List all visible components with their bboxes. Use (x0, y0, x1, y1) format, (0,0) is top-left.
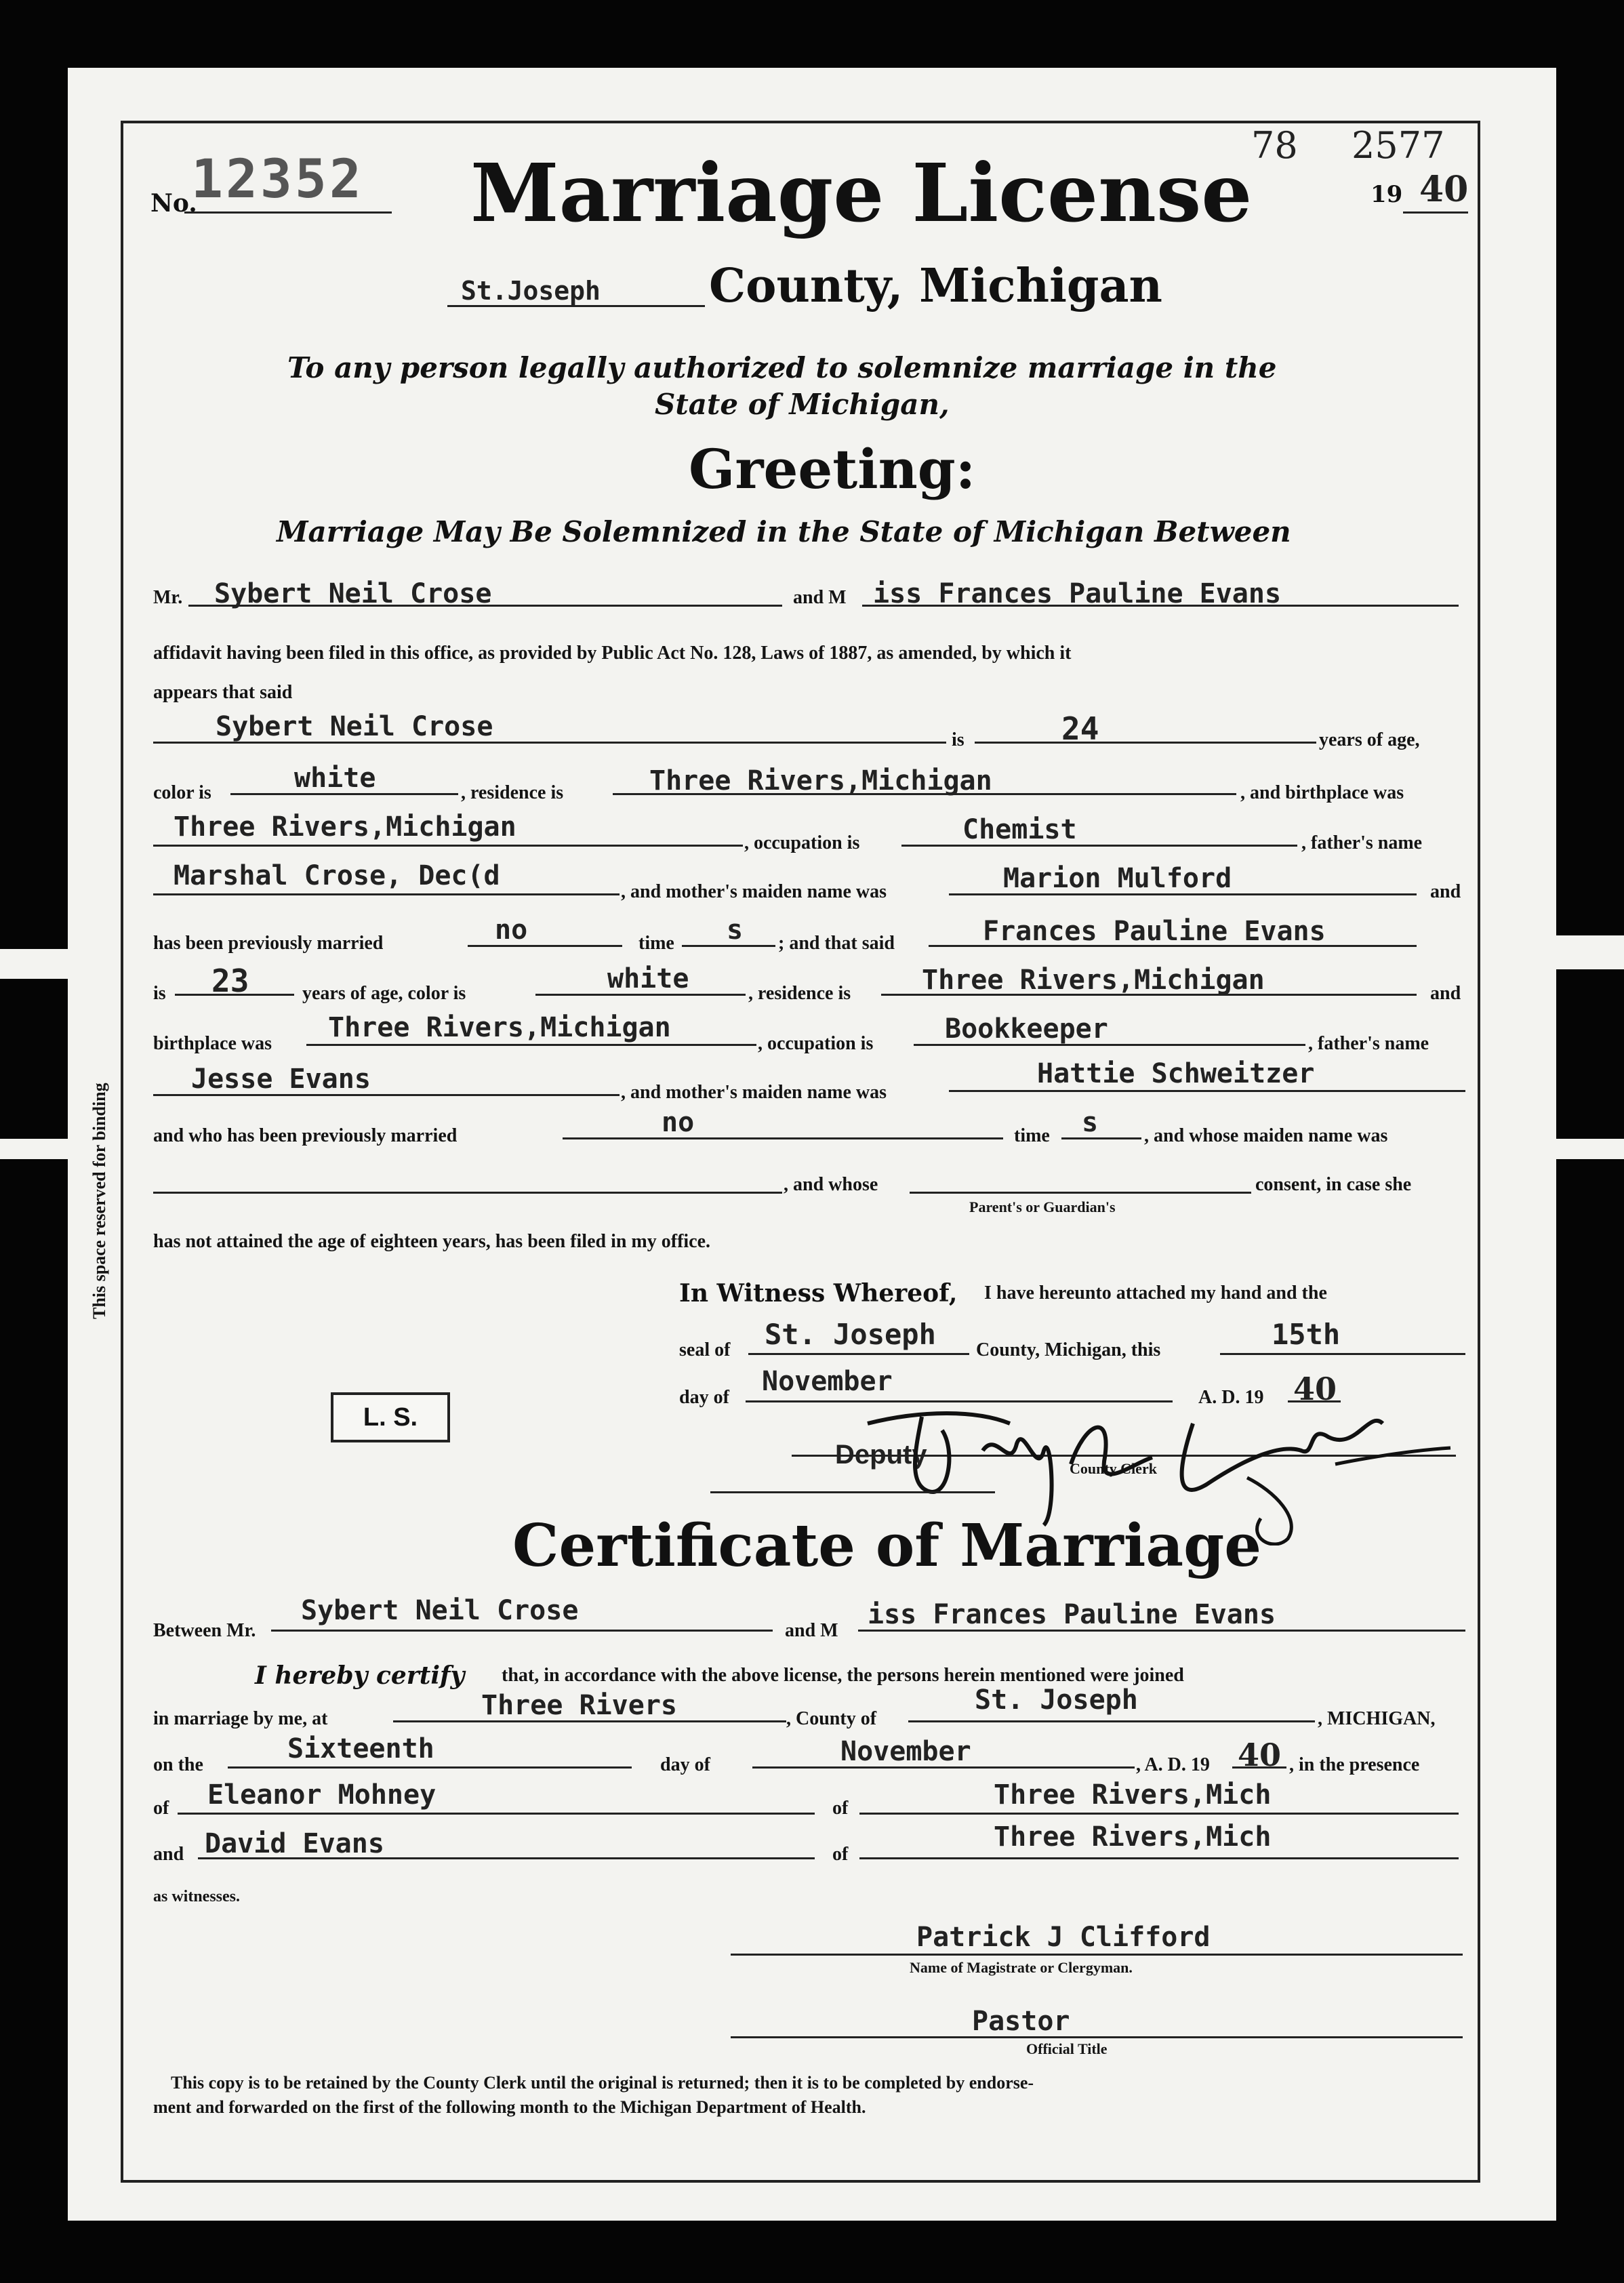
bride-color: white (607, 963, 689, 994)
officiant-name: Patrick J Clifford (916, 1922, 1211, 1953)
license-divider (710, 1491, 995, 1493)
bride-times-line (1061, 1137, 1141, 1139)
cert-day-line (228, 1766, 632, 1769)
cert-year: 40 (1238, 1737, 1282, 1773)
year-suffix: 40 (1419, 169, 1469, 210)
hereby-certify-label: I hereby certify (255, 1661, 465, 1690)
bride-residence: Three Rivers,Michigan (922, 965, 1265, 996)
bride-name-line (862, 605, 1459, 607)
year-prefix: 19 (1371, 181, 1403, 208)
groom-prev-married: no (495, 914, 528, 946)
cert-and-label: and (153, 1844, 184, 1865)
county-clerk-label: County Clerk (1070, 1460, 1157, 1477)
cert-of-label-3: of (832, 1844, 849, 1865)
fathers-name-label: , father's name (1301, 832, 1423, 853)
witness-day-line (1220, 1353, 1465, 1355)
not-attained-label: has not attained the age of eighteen years, has been filed in my office. (153, 1231, 711, 1252)
seal-county-line (748, 1353, 969, 1355)
cert-day: Sixteenth (287, 1733, 434, 1764)
witness-1-place: Three Rivers,Mich (994, 1779, 1272, 1811)
occupation-is-label-2: , occupation is (758, 1033, 874, 1054)
groom-birthplace: Three Rivers,Michigan (174, 811, 516, 843)
binding-note: This space reserved for binding (89, 1083, 109, 1319)
deputy-label: Deputy (835, 1440, 927, 1470)
official-title-line (731, 2036, 1463, 2038)
groom-name-line (188, 605, 782, 607)
is-label: is (952, 729, 965, 750)
binding-tab-left (0, 949, 68, 979)
time-label-2: time (1014, 1125, 1050, 1146)
cert-county-line (908, 1720, 1315, 1722)
cert-groom-name: Sybert Neil Crose (301, 1595, 579, 1626)
bride-occupation: Bookkeeper (945, 1013, 1108, 1045)
color-is-label: color is (153, 782, 211, 803)
address-line-2: State of Michigan, (655, 388, 950, 421)
binding-tab-right-2 (1556, 1139, 1624, 1159)
cert-place: Three Rivers (481, 1690, 677, 1721)
witness-day: 15th (1272, 1318, 1341, 1351)
bride-father: Jesse Evans (191, 1064, 371, 1095)
cert-county: St. Joseph (975, 1684, 1138, 1716)
groom-mother: Marion Mulford (1003, 863, 1232, 894)
cert-of-label-2: of (832, 1798, 849, 1819)
bride-residence-line (881, 994, 1417, 996)
affidavit-2: appears that said (153, 682, 293, 703)
official-title-label: Official Title (1026, 2040, 1108, 2057)
bride-birthplace-line (306, 1044, 756, 1046)
binding-tab-left-2 (0, 1139, 68, 1159)
prev-married-label: has been previously married (153, 933, 384, 954)
county-label: County, Michigan (709, 259, 1162, 313)
groom-color: white (294, 763, 376, 794)
cert-ad-label: , A. D. 19 (1136, 1754, 1210, 1775)
witness-month: November (762, 1366, 893, 1397)
years-color-label: years of age, color is (302, 983, 466, 1004)
footer-line-1: This copy is to be retained by the County Clerk until the original is returned; then it is to be completed by endorse- (171, 2073, 1034, 2093)
witness-2-place: Three Rivers,Mich (994, 1821, 1272, 1853)
license-number: 12352 (191, 149, 364, 210)
document-border (121, 121, 1480, 2183)
license-title: Marriage License (470, 146, 1253, 240)
in-marriage-label: in marriage by me, at (153, 1708, 328, 1729)
witness-year: 40 (1293, 1371, 1337, 1407)
license-no-line (184, 211, 392, 214)
bride-occupation-line (914, 1044, 1305, 1046)
hereunto-label: I have hereunto attached my hand and the (984, 1282, 1327, 1304)
county-of-label: , County of (786, 1708, 877, 1729)
bride-age-line (175, 994, 294, 996)
cert-bride-name-line (858, 1630, 1465, 1632)
officiant-label: Name of Magistrate or Clergyman. (910, 1959, 1133, 1976)
greeting: Greeting: (689, 437, 976, 501)
birthplace-was-label: , and birthplace was (1240, 782, 1404, 803)
consent-label: consent, in case she (1255, 1174, 1412, 1195)
groom-age-line (975, 742, 1316, 744)
witness-1-name-line (178, 1813, 815, 1815)
seal-county: St. Joseph (765, 1318, 936, 1351)
and-that-said-label: ; and that said (778, 933, 895, 954)
and-whose-label: , and whose (784, 1174, 878, 1195)
groom-occupation: Chemist (962, 814, 1077, 845)
groom-mother-line (949, 893, 1417, 895)
seal-of-label: seal of (679, 1339, 731, 1360)
certify-text: that, in accordance with the above license, the persons herein mentioned were joined (502, 1665, 1184, 1686)
ad-label: A. D. 19 (1198, 1387, 1264, 1408)
groom-birthplace-line (153, 845, 743, 847)
county-line (447, 305, 705, 307)
on-the-label: on the (153, 1754, 203, 1775)
groom-name-2: Sybert Neil Crose (216, 711, 493, 742)
top-number-2: 2577 (1352, 124, 1445, 167)
affidavit-1: affidavit having been filed in this office, as provided by Public Act No. 128, Laws of 1887, as amended, by which it (153, 643, 1072, 664)
bride-mother: Hattie Schweitzer (1037, 1058, 1315, 1089)
cert-day-of-label: day of (660, 1754, 710, 1775)
address-line-1: To any person legally authorized to solemnize marriage in the (287, 351, 1277, 384)
cert-month: November (840, 1736, 971, 1767)
witness-1-name: Eleanor Mohney (207, 1779, 437, 1811)
cert-year-line (1232, 1766, 1286, 1769)
mothers-maiden-label-2: , and mother's maiden name was (621, 1082, 887, 1103)
groom-times: s (727, 914, 744, 946)
groom-name-2-line (153, 742, 946, 744)
between-mr-label: Between Mr. (153, 1620, 256, 1641)
cert-groom-name-line (271, 1630, 773, 1632)
groom-prev-married-line (468, 945, 622, 947)
officiant-line (731, 1954, 1463, 1956)
license-no-label: No. (150, 189, 197, 218)
fathers-name-label-2: , father's name (1308, 1033, 1429, 1054)
top-number-1: 78 (1251, 124, 1298, 167)
who-prev-married-label: and who has been previously married (153, 1125, 458, 1146)
bride-name-2-line (929, 945, 1417, 947)
footer-line-2: ment and forwarded on the first of the following month to the Michigan Department of Health. (153, 2097, 866, 2117)
cert-bride-name: iss Frances Pauline Evans (868, 1599, 1276, 1630)
occupation-is-label: , occupation is (744, 832, 860, 853)
binding-tab-right (1556, 935, 1624, 969)
witness-2-name-line (198, 1857, 815, 1859)
and-label-2: and (1430, 983, 1461, 1004)
bride-color-line (535, 994, 746, 996)
official-title-value: Pastor (972, 2006, 1070, 2037)
is-label-2: is (153, 983, 166, 1004)
presence-label: , in the presence (1289, 1754, 1420, 1775)
groom-residence: Three Rivers,Michigan (649, 765, 992, 796)
ls-seal-label: L. S. (363, 1403, 418, 1432)
residence-is-label: , residence is (461, 782, 564, 803)
mothers-maiden-label: , and mother's maiden name was (621, 881, 887, 902)
birthplace-was-label-2: birthplace was (153, 1033, 272, 1054)
maiden-name-label: , and whose maiden name was (1144, 1125, 1388, 1146)
cert-month-line (752, 1766, 1135, 1769)
county-this-label: County, Michigan, this (976, 1339, 1161, 1360)
time-label: time (638, 933, 674, 954)
groom-name: Sybert Neil Crose (214, 578, 492, 609)
bride-prev-married-line (563, 1137, 1003, 1139)
and-label: and (1430, 881, 1461, 902)
witness-2-name: David Evans (205, 1828, 384, 1859)
day-of-label: day of (679, 1387, 729, 1408)
county-value: St.Joseph (461, 276, 601, 306)
witness-2-place-line (859, 1857, 1459, 1859)
and-m-label: and M (793, 587, 847, 608)
residence-is-label-2: , residence is (748, 983, 851, 1004)
groom-times-line (682, 945, 775, 947)
year-line (1403, 211, 1468, 214)
consent-line (910, 1192, 1251, 1194)
cert-and-m-label: and M (785, 1620, 838, 1641)
cert-of-label: of (153, 1798, 169, 1819)
bride-father-line (153, 1094, 620, 1096)
years-of-age-label: years of age, (1319, 729, 1420, 750)
bride-birthplace: Three Rivers,Michigan (328, 1012, 671, 1043)
groom-father: Marshal Crose, Dec(d (174, 860, 500, 891)
between-line: Marriage May Be Solemnized in the State of Michigan Between (277, 515, 1291, 548)
groom-residence-line (613, 793, 1236, 795)
parents-label: Parent's or Guardian's (969, 1198, 1116, 1215)
bride-name: iss Frances Pauline Evans (873, 578, 1282, 609)
mr-label: Mr. (153, 587, 183, 608)
certificate-title: Certificate of Marriage (512, 1512, 1261, 1580)
in-witness-label: In Witness Whereof, (679, 1279, 958, 1308)
bride-age: 23 (211, 963, 249, 999)
groom-occupation-line (901, 845, 1297, 847)
witness-1-place-line (859, 1813, 1459, 1815)
as-witnesses-label: as witnesses. (153, 1888, 241, 1905)
bride-prev-married: no (662, 1107, 695, 1138)
maiden-name-line (153, 1192, 782, 1194)
bride-name-2: Frances Pauline Evans (983, 916, 1326, 947)
groom-father-line (153, 893, 620, 895)
groom-color-line (230, 793, 458, 795)
groom-age: 24 (1061, 710, 1099, 747)
cert-place-line (393, 1720, 786, 1722)
michigan-label: , MICHIGAN, (1318, 1708, 1436, 1729)
bride-times: s (1082, 1107, 1099, 1138)
bride-mother-line (949, 1090, 1465, 1092)
